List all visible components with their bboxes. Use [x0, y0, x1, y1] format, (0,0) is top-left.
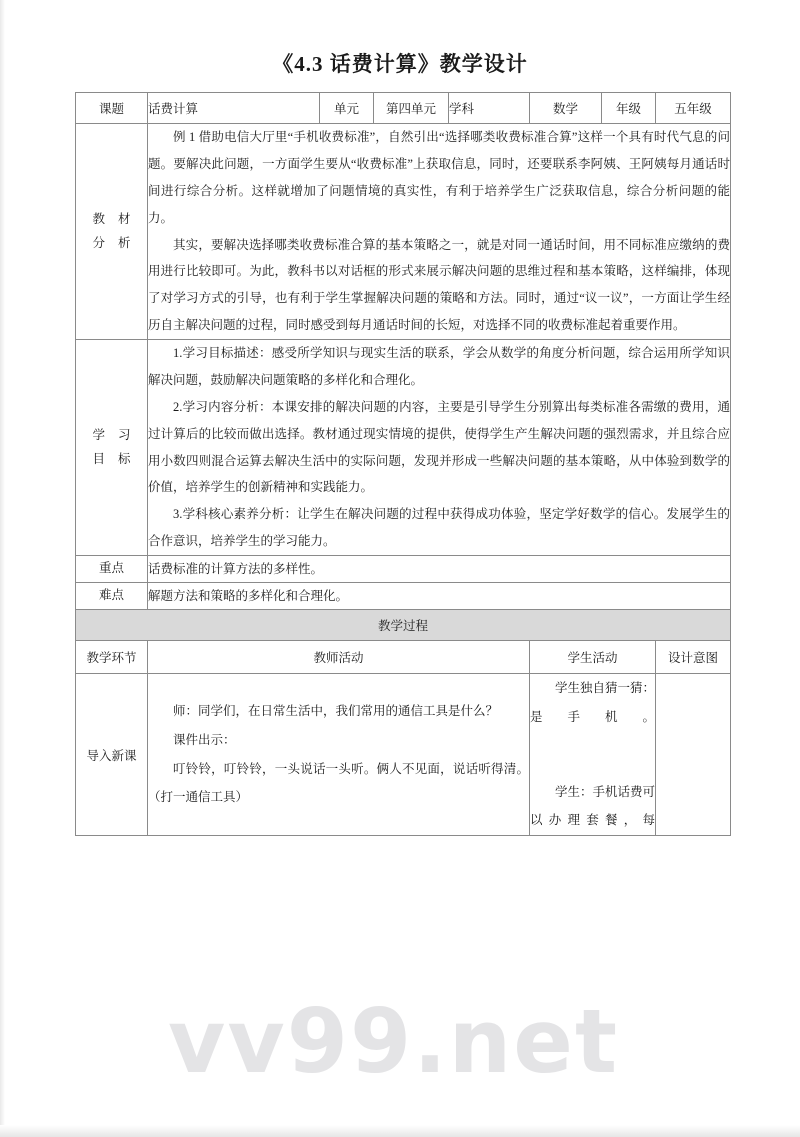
- discipline-label: 学科: [449, 93, 530, 124]
- material-analysis-label-line1: 教 材: [92, 211, 131, 226]
- key-point-value: 话费标准的计算方法的多样性。: [148, 556, 731, 583]
- material-analysis-paragraph-2: 其实，要解决选择哪类收费标准合算的基本策略之一，就是对同一通话时间，用不同标准应缴纳的费用进行比较即可。为此，教科书以对话框的形式来展示解决问题的思维过程和基本策略，这样编排，体现了对学习方式的引导，也有利于学生掌握解决问题的策略和方法。同时，通过“议一议”，一方面让学生经历自主解决问题的过程，同时感受到每月通话时间的长短，对选择不同的收费标准起着重要作用。: [148, 237, 730, 333]
- grade-label: 年级: [602, 93, 656, 124]
- difficult-point-value: 解题方法和策略的多样化和合理化。: [148, 583, 731, 610]
- table-row-learning-goals: [76, 340, 731, 556]
- subject-value: 话费计算: [148, 93, 320, 124]
- teacher-activity-paragraph-2: 课件出示：: [173, 732, 236, 747]
- learning-goals-paragraph-3: 3.学科核心素养分析：让学生在解决问题的过程中获得成功体验，坚定学好数学的信心。发展学生的合作意识，培养学生的学习能力。: [148, 507, 730, 549]
- lesson-plan-table: [75, 92, 731, 836]
- student-activity-paragraph-1: 学生独自猜一猜：是手机。: [530, 681, 656, 724]
- process-header-stage: 教学环节: [76, 641, 148, 674]
- student-activity-paragraph-2: 学生：手机话费可以办理套餐，每: [530, 784, 656, 828]
- grade-value: 五年级: [656, 93, 731, 124]
- subject-label: 课题: [76, 93, 148, 124]
- process-header-intent: 设计意图: [656, 641, 731, 674]
- process-stage-name: 导入新课: [76, 674, 148, 836]
- table-row-process-banner: [76, 610, 731, 641]
- teacher-activity-paragraph-3: 叮铃铃，叮铃铃，一头说话一头听。俩人不见面，说话听得清。（打一通信工具）: [148, 761, 529, 805]
- table-row-info: [76, 93, 731, 124]
- learning-goals-content: [148, 340, 731, 556]
- process-teacher-activity: [148, 674, 530, 836]
- table-row-process-entry: [76, 674, 731, 836]
- learning-goals-label: [76, 340, 148, 556]
- discipline-value: 数学: [530, 93, 602, 124]
- page-left-edge-shadow: [0, 0, 5, 1137]
- process-banner-label: 教学过程: [76, 610, 731, 641]
- page-title: 《4.3 话费计算》教学设计: [272, 52, 528, 76]
- site-watermark: vv99.net: [168, 990, 620, 1093]
- table-row-difficult-point: [76, 583, 731, 610]
- learning-goals-paragraph-1: 1.学习目标描述：感受所学知识与现实生活的联系，学会从数学的角度分析问题，综合运用所学知识解决问题，鼓励解决问题策略的多样化和合理化。: [148, 346, 730, 387]
- material-analysis-label: [76, 124, 148, 340]
- process-student-activity: [530, 674, 656, 836]
- difficult-point-label: 难点: [76, 583, 148, 610]
- unit-label: 单元: [320, 93, 374, 124]
- learning-goals-paragraph-2: 2.学习内容分析：本课安排的解决问题的内容，主要是引导学生分别算出每类标准各需缴的费用，通过计算后的比较而做出选择。教材通过现实情境的提供，使得学生产生解决问题的强烈需求，并且综合应用小数四则混合运算去解决生活中的实际问题，发现并形成一些解决问题的基本策略，从中体验到数学的价值，培养学生的创新精神和实践能力。: [148, 399, 730, 495]
- teacher-activity-paragraph-1: 师：同学们，在日常生活中，我们常用的通信工具是什么？: [173, 704, 499, 718]
- unit-value: 第四单元: [374, 93, 449, 124]
- table-row-process-header: [76, 641, 731, 674]
- table-row-material-analysis: [76, 124, 731, 340]
- learning-goals-label-line1: 学习: [92, 427, 131, 442]
- material-analysis-content: [148, 124, 731, 340]
- key-point-label: 重点: [76, 556, 148, 583]
- material-analysis-label-line2: 分析: [92, 235, 131, 250]
- process-design-intent: [656, 674, 731, 836]
- process-header-teacher: 教师活动: [148, 641, 530, 674]
- material-analysis-paragraph-1: 例 1 借助电信大厅里“手机收费标准”，自然引出“选择哪类收费标准合算”这样一个具有时代气息的问题。要解决此问题，一方面学生要从“收费标准”上获取信息，同时，还要联系李阿姨、王阿姨每月通话时间进行综合分析。这样就增加了问题情境的真实性，有利于培养学生广泛获取信息，综合分析问题的能力。: [148, 130, 730, 225]
- table-row-key-point: [76, 556, 731, 583]
- process-header-student: 学生活动: [530, 641, 656, 674]
- learning-goals-label-line2: 目标: [92, 451, 131, 466]
- page-bottom-edge-shadow: [0, 1125, 800, 1137]
